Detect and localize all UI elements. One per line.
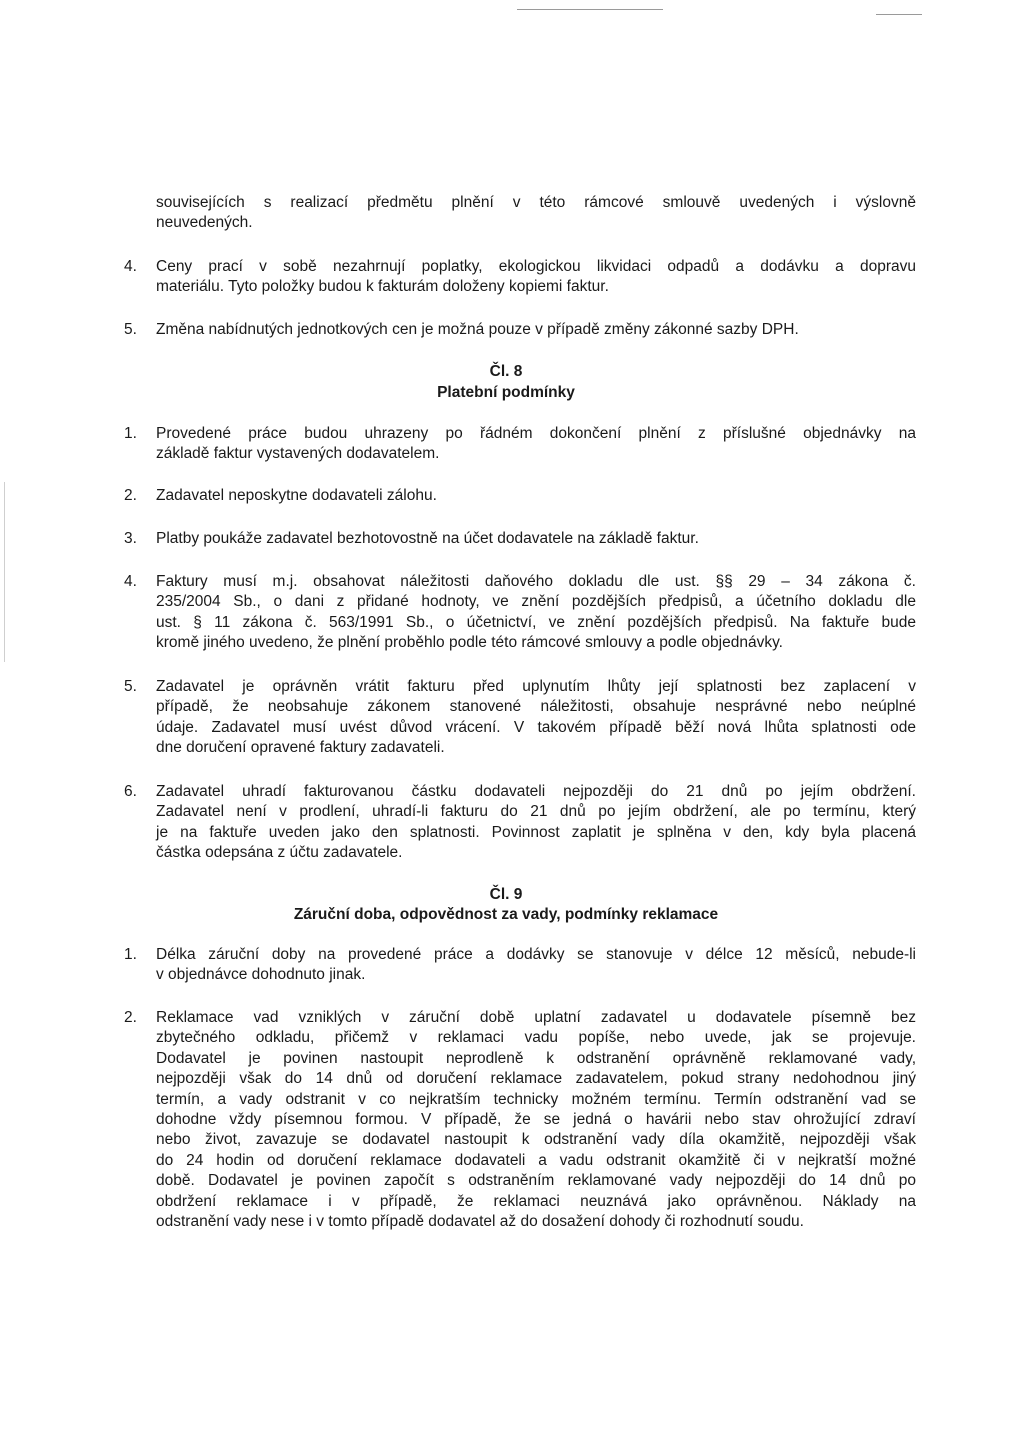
item-number: 2.	[124, 487, 137, 504]
text-line: Provedené práce budou uhrazeny po řádném dokončení plnění z příslušné objednávky na	[156, 425, 916, 442]
scan-artifact-line	[517, 9, 663, 10]
scan-artifact-line	[876, 14, 922, 15]
text-line: v objednávce dohodnuto jinak.	[156, 966, 366, 984]
text-line: zbytečného odkladu, přičemž v reklamaci vadu popíše, nebo uvede, jak se projevuje.	[156, 1029, 916, 1047]
text-line: Reklamace vad vzniklých v záruční době uplatní zadavatel u dodavatele písemně bez	[156, 1009, 916, 1026]
item-number: 1.	[124, 425, 137, 442]
text-line: Zadavatel uhradí fakturovanou částku dodavateli nejpozději do 21 dnů po jejím obdržení.	[156, 783, 916, 800]
text-line: do 24 hodin od doručení reklamace dodavateli a vadu odstranit okamžitě či v nejkratší možné	[156, 1151, 916, 1169]
text-line: Faktury musí m.j. obsahovat náležitosti daňového dokladu dle ust. §§ 29 – 34 zákona č.	[156, 573, 916, 590]
text-line: Délka záruční doby na provedené práce a dodávky se stanovuje v délce 12 měsíců, nebude-li	[156, 946, 916, 963]
text-line: Dodavatel je povinen nastoupit neprodleně k odstranění oprávněně reklamované vady,	[156, 1049, 916, 1067]
text-line: neuvedených.	[156, 214, 253, 232]
clause-paragraph	[156, 257, 916, 298]
article-number: Čl. 9	[489, 886, 523, 903]
article-title: Platební podmínky	[437, 384, 575, 401]
clause-paragraph	[156, 782, 916, 864]
text-line: Zadavatel neposkytne dodavateli zálohu.	[156, 487, 437, 504]
text-line: odstranění vady nese i v tomto případě dodavatel až do dosažení dohody či rozhodnutí soudu.	[156, 1213, 804, 1231]
text-line: údaje. Zadavatel musí uvést důvod vrácení. V takovém případě běží nová lhůta splatnosti ode	[156, 718, 916, 736]
text-line: je na faktuře uveden jako den splatnosti. Povinnost zaplatit je splněna v den, kdy byla placená	[156, 823, 916, 841]
text-line: základě faktur vystavených dodavatelem.	[156, 445, 440, 463]
text-line: částka odepsána z účtu zadavatele.	[156, 844, 403, 862]
clause-paragraph	[156, 677, 916, 759]
text-line: ust. § 11 zákona č. 563/1991 Sb., o účetnictví, ve znění pozdějších předpisů. Na faktuře bude	[156, 613, 916, 631]
text-line: Změna nabídnutých jednotkových cen je možná pouze v případě změny zákonné sazby DPH.	[156, 321, 799, 338]
article-number: Čl. 8	[489, 363, 523, 380]
item-number: 4.	[124, 573, 137, 590]
scan-artifact-line	[4, 482, 5, 662]
item-number: 5.	[124, 678, 137, 695]
clause-paragraph	[156, 320, 916, 340]
clause-paragraph	[156, 1008, 916, 1232]
item-number: 1.	[124, 946, 137, 963]
text-line: souvisejících s realizací předmětu plnění v této rámcové smlouvě uvedených i výslovně	[156, 194, 916, 211]
clause-paragraph	[156, 945, 916, 986]
text-line: termín, a vady odstranit v co nejkratším technicky možném termínu. Termín odstranění vad se	[156, 1090, 916, 1108]
article-title: Záruční doba, odpovědnost za vady, podmínky reklamace	[293, 906, 719, 923]
text-line: dne doručení opravené faktury zadavateli.	[156, 739, 445, 757]
text-line: kromě jiného uvedeno, že plnění proběhlo podle této rámcové smlouvy a podle objednávky.	[156, 634, 783, 652]
item-number: 5.	[124, 321, 137, 338]
clause-paragraph	[156, 529, 916, 549]
item-number: 3.	[124, 530, 137, 547]
clause-paragraph	[156, 486, 916, 506]
text-line: Zadavatel není v prodlení, uhradí-li fakturu do 21 dnů po jejím obdržení, ale po termínu, který	[156, 803, 916, 821]
text-line: dohodne vždy písemnou formou. V případě, že se jedná o havárii nebo stav ohrožující zdraví	[156, 1111, 916, 1129]
item-number: 2.	[124, 1009, 137, 1026]
text-line: nebo život, zavazuje se dodavatel nastoupit k odstranění vady díla okamžitě, nejpozději však	[156, 1131, 916, 1149]
continuation-paragraph	[156, 193, 916, 234]
text-line: nejpozději však do 14 dnů od doručení reklamace zadavatelem, pokud strany nedohodnou jiný	[156, 1070, 916, 1088]
text-line: době. Dodavatel je povinen započít s odstraněním reklamované vady nejpozději do 14 dnů po	[156, 1172, 916, 1190]
text-line: Zadavatel je oprávněn vrátit fakturu před uplynutím lhůty její splatnosti bez zaplacení v	[156, 678, 916, 695]
clause-paragraph	[156, 572, 916, 654]
clause-paragraph	[156, 424, 916, 465]
text-line: 235/2004 Sb., o dani z přidané hodnoty, ve znění pozdějších předpisů, a účetního dokladu dle	[156, 593, 916, 611]
item-number: 4.	[124, 258, 137, 275]
text-line: Ceny prací v sobě nezahrnují poplatky, ekologickou likvidaci odpadů a dodávku a dopravu	[156, 258, 916, 275]
text-line: případě, že neobsahuje zákonem stanovené náležitosti, obsahuje nesprávné nebo neúplné	[156, 698, 916, 716]
text-line: Platby poukáže zadavatel bezhotovostně na účet dodavatele na základě faktur.	[156, 530, 699, 547]
item-number: 6.	[124, 783, 137, 800]
text-line: obdržení reklamace i v případě, že reklamaci neuznává jako oprávněnou. Náklady na	[156, 1192, 916, 1210]
text-line: materiálu. Tyto položky budou k fakturám doloženy kopiemi faktur.	[156, 278, 609, 296]
